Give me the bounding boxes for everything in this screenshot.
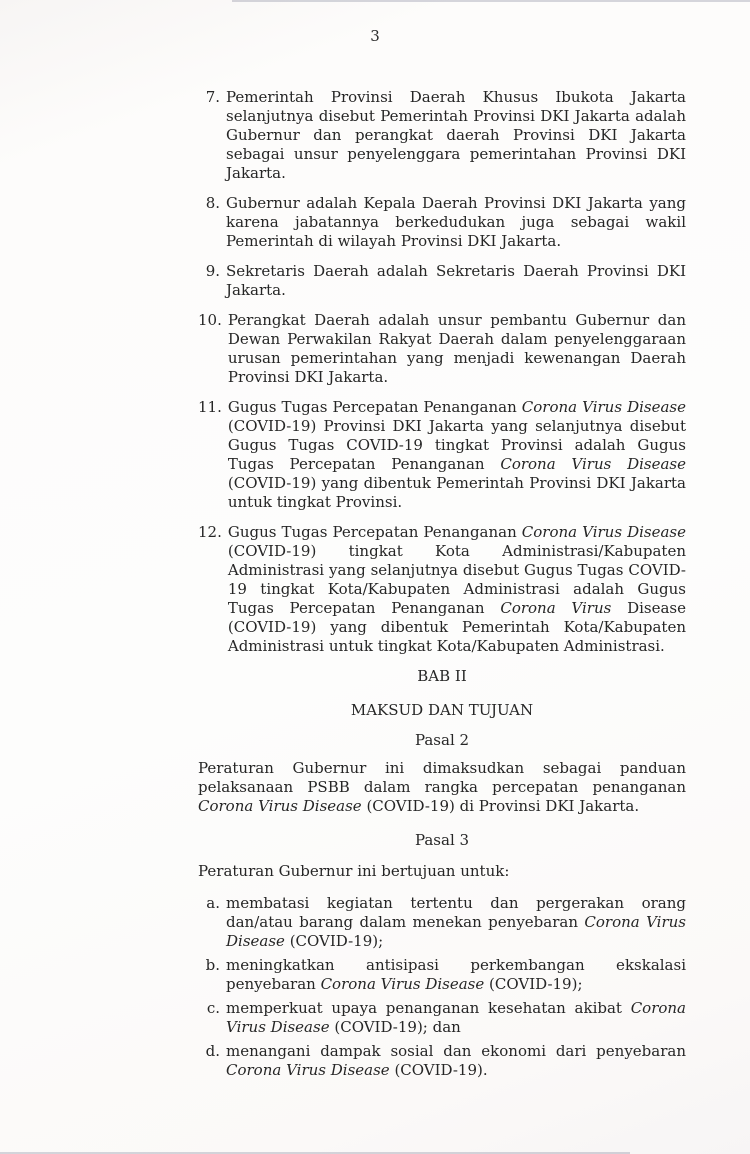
item-letter: b. xyxy=(205,956,220,974)
objective-item-b xyxy=(198,956,686,994)
item-text: memperkuat upaya penanganan kesehatan akibat Corona Virus Disease (COVID-19); dan xyxy=(226,999,686,1036)
definition-item-12 xyxy=(198,523,686,656)
objective-item-c xyxy=(198,999,686,1037)
item-text: membatasi kegiatan tertentu dan pergerakan orang dan/atau barang dalam menekan penyebaran Corona Virus Disease (COVID-19); xyxy=(226,894,686,950)
document-body xyxy=(198,88,686,1080)
item-number: 9. xyxy=(205,262,220,280)
item-text: menangani dampak sosial dan ekonomi dari penyebaran Corona Virus Disease (COVID-19). xyxy=(226,1042,686,1079)
item-text: Gugus Tugas Percepatan Penanganan Corona Virus Disease (COVID-19) Provinsi DKI Jakarta yang selanjutnya disebut Gugus Tugas COVID-19 tingkat Provinsi adalah Gugus Tugas Percepatan Penanganan Corona Virus Disease (COVID-19) yang dibentuk Pemerintah Provinsi DKI Jakarta untuk tingkat Provinsi. xyxy=(227,398,686,511)
pasal-2-body: Peraturan Gubernur ini dimaksudkan sebagai panduan pelaksanaan PSBB dalam rangka percepatan penanganan Corona Virus Disease (COVID-19) di Provinsi DKI Jakarta. xyxy=(198,759,686,815)
chapter-heading: BAB II xyxy=(417,667,467,685)
objective-item-d xyxy=(198,1042,686,1080)
chapter-title: MAKSUD DAN TUJUAN xyxy=(350,701,534,719)
objective-item-a xyxy=(198,894,686,951)
definition-item-7 xyxy=(198,88,686,183)
item-number: 10. xyxy=(198,311,222,329)
item-text: meningkatkan antisipasi perkembangan ekskalasi penyebaran Corona Virus Disease (COVID-19); xyxy=(226,956,686,993)
item-letter: a. xyxy=(206,894,220,912)
item-text: Perangkat Daerah adalah unsur pembantu Gubernur dan Dewan Perwakilan Rakyat Daerah dalam penyelenggaraan urusan pemerintahan yang menjadi kewenangan Daerah Provinsi DKI Jakarta. xyxy=(227,311,686,386)
item-letter: d. xyxy=(205,1042,220,1060)
definition-item-10 xyxy=(198,311,686,387)
item-text: Gubernur adalah Kepala Daerah Provinsi DKI Jakarta yang karena jabatannya berkedudukan juga sebagai wakil Pemerintah di wilayah Provinsi DKI Jakarta. xyxy=(226,194,686,250)
article-heading-pasal-3: Pasal 3 xyxy=(414,831,470,849)
definition-item-8 xyxy=(198,194,686,251)
item-number: 12. xyxy=(198,523,222,541)
definition-item-11 xyxy=(198,398,686,512)
pasal-3-intro: Peraturan Gubernur ini bertujuan untuk: xyxy=(198,862,510,880)
item-text: Pemerintah Provinsi Daerah Khusus Ibukota Jakarta selanjutnya disebut Pemerintah Provinsi DKI Jakarta adalah Gubernur dan perangkat daerah Provinsi DKI Jakarta sebagai unsur penyelenggara pemerintahan Provinsi DKI Jakarta. xyxy=(226,88,686,182)
item-number: 7. xyxy=(205,88,220,106)
item-text: Sekretaris Daerah adalah Sekretaris Daerah Provinsi DKI Jakarta. xyxy=(226,262,686,299)
article-heading-pasal-2: Pasal 2 xyxy=(414,731,470,749)
item-text: Gugus Tugas Percepatan Penanganan Corona Virus Disease (COVID-19) tingkat Kota Administrasi/Kabupaten Administrasi yang selanjutnya disebut Gugus Tugas COVID-19 tingkat Kota/Kabupaten Administrasi adalah Gugus Tugas Percepatan Penanganan Corona Virus Disease (COVID-19) yang dibentuk Pemerintah Kota/Kabupaten Administrasi untuk tingkat Kota/Kabupaten Administrasi. xyxy=(227,523,686,655)
item-number: 11. xyxy=(198,398,222,416)
item-number: 8. xyxy=(205,194,220,212)
scan-edge-artifact-top xyxy=(232,0,750,2)
definition-item-9 xyxy=(198,262,686,300)
item-letter: c. xyxy=(206,999,220,1017)
page-number: 3 xyxy=(370,27,380,45)
